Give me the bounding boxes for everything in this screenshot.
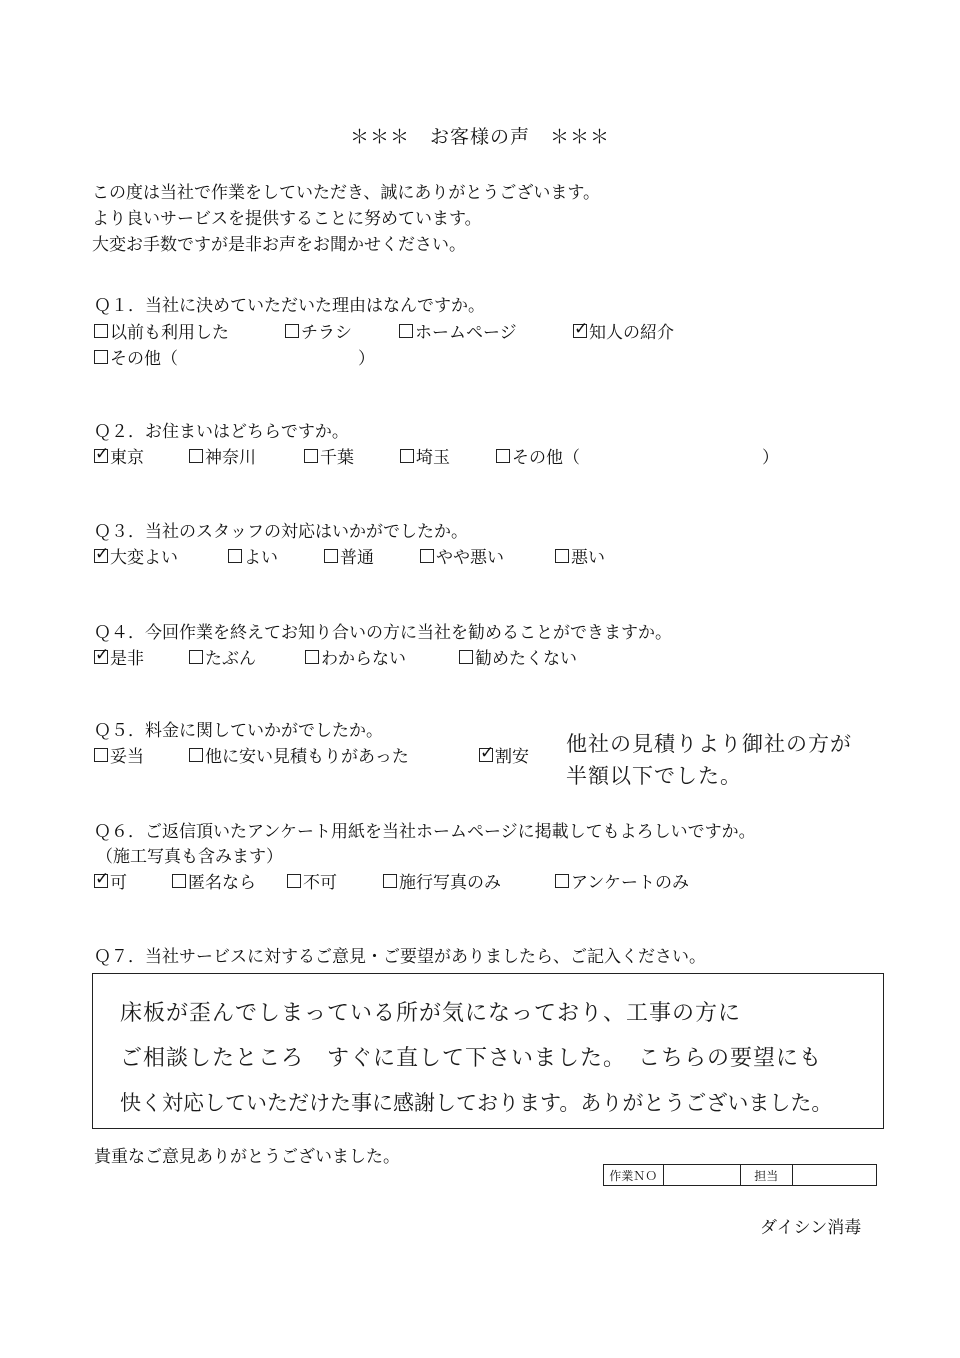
q1-question: Ｑ１．当社に決めていただいた理由はなんですか。 [94,296,485,316]
q3-option-somewhat-bad[interactable]: やや悪い [420,543,504,568]
checkbox[interactable] [94,748,108,762]
q2-question: Ｑ２．お住まいはどちらですか。 [94,422,349,442]
checkbox[interactable] [400,449,414,463]
q5-option-reasonable[interactable]: 妥当 [94,742,144,767]
checkbox[interactable] [189,650,203,664]
q5-question: Ｑ５．料金に関していかがでしたか。 [94,721,383,741]
q7-handwritten-line-1: 床板が歪んでしまっている所が気になっており、工事の方に [120,1001,742,1026]
q4-option-definitely[interactable]: ✓ 是非 [94,644,144,669]
q4-option-no[interactable]: 勧めたくない [459,644,577,669]
q2-option-saitama[interactable]: 埼玉 [400,443,450,468]
q6-option-anonymous[interactable]: 匿名なら [172,868,256,893]
page-title: ＊＊＊ お客様の声 ＊＊＊ [349,126,610,148]
q1-other-close: ） [358,349,375,369]
q7-question: Ｑ７．当社サービスに対するご意見・ご要望がありましたら、ご記入ください。 [94,947,706,967]
checkbox[interactable] [172,874,186,888]
company-name: ダイシン消毒 [760,1218,862,1238]
q5-option-cheaper-elsewhere[interactable]: 他に安い見積もりがあった [189,742,409,767]
q1-option-homepage[interactable]: ホームページ [399,318,517,343]
checkbox[interactable] [420,549,434,563]
checkbox[interactable] [496,449,510,463]
q1-option-referral[interactable]: ✓ 知人の紹介 [573,318,674,343]
q2-option-chiba[interactable]: 千葉 [304,443,354,468]
q6-subtext: （施工写真も含みます） [96,847,283,867]
checkbox[interactable] [399,324,413,338]
checkbox-checked[interactable] [94,650,108,664]
q5-handwritten-line-1: 他社の見積りより御社の方が [566,732,852,756]
work-no-label: 作業ＮＯ [604,1165,664,1185]
checkbox[interactable] [94,324,108,338]
q6-option-ok[interactable]: ✓ 可 [94,868,127,893]
q6-option-not-ok[interactable]: 不可 [287,868,337,893]
q5-handwritten-line-2: 半額以下でした。 [566,764,742,788]
intro-line-2: より良いサービスを提供することに努めています。 [92,209,482,229]
checkbox[interactable] [304,449,318,463]
q3-option-normal[interactable]: 普通 [324,543,374,568]
checkbox[interactable] [287,874,301,888]
checkbox[interactable] [189,449,203,463]
thanks-text: 貴重なご意見ありがとうございました。 [94,1147,400,1167]
q6-option-photos-only[interactable]: 施行写真のみ [383,868,501,893]
q5-option-cheap[interactable]: ✓ 割安 [479,742,529,767]
q2-option-tokyo[interactable]: ✓ 東京 [94,443,144,468]
q2-option-kanagawa[interactable]: 神奈川 [189,443,256,468]
checkbox[interactable] [189,748,203,762]
work-no-value [664,1165,741,1185]
q7-handwritten-line-3: 快く対応していただけた事に感謝しております。ありがとうございました。 [120,1091,833,1115]
checkbox[interactable] [94,350,108,364]
q2-other-close: ） [762,448,779,468]
intro-line-1: この度は当社で作業をしていただき、誠にありがとうございます。 [92,183,600,203]
checkbox[interactable] [383,874,397,888]
checkbox[interactable] [324,549,338,563]
checkbox[interactable] [555,874,569,888]
checkbox[interactable] [305,650,319,664]
checkbox[interactable] [459,650,473,664]
checkbox-checked[interactable] [479,748,493,762]
checkbox-checked[interactable] [573,324,587,338]
q4-option-maybe[interactable]: たぶん [189,644,256,669]
intro-line-3: 大変お手数ですが是非お声をお聞かせください。 [92,235,466,255]
q3-option-bad[interactable]: 悪い [555,543,605,568]
checkbox[interactable] [285,324,299,338]
q4-question: Ｑ４．今回作業を終えてお知り合いの方に当社を勧めることができますか。 [94,623,672,643]
q3-option-very-good[interactable]: ✓ 大変よい [94,543,178,568]
q2-option-other[interactable]: その他（ [496,443,580,468]
q1-option-flyer[interactable]: チラシ [285,318,352,343]
q3-option-good[interactable]: よい [228,543,278,568]
checkbox[interactable] [555,549,569,563]
q1-option-previous[interactable]: 以前も利用した [94,318,229,343]
checkbox-checked[interactable] [94,549,108,563]
q3-question: Ｑ３．当社のスタッフの対応はいかがでしたか。 [94,522,468,542]
checkbox-checked[interactable] [94,874,108,888]
checkbox[interactable] [228,549,242,563]
q6-question: Ｑ６．ご返信頂いたアンケート用紙を当社ホームページに掲載してもよろしいですか。 [94,822,756,842]
q1-option-other[interactable]: その他（ [94,344,178,369]
staff-label: 担当 [741,1165,793,1185]
q6-option-survey-only[interactable]: アンケートのみ [555,868,689,893]
office-use-table [603,1164,877,1186]
q7-handwritten-line-2: ご相談したところ すぐに直して下さいました。 こちらの要望にも [120,1046,823,1071]
staff-value [793,1165,876,1185]
checkbox-checked[interactable] [94,449,108,463]
q4-option-unsure[interactable]: わからない [305,644,406,669]
